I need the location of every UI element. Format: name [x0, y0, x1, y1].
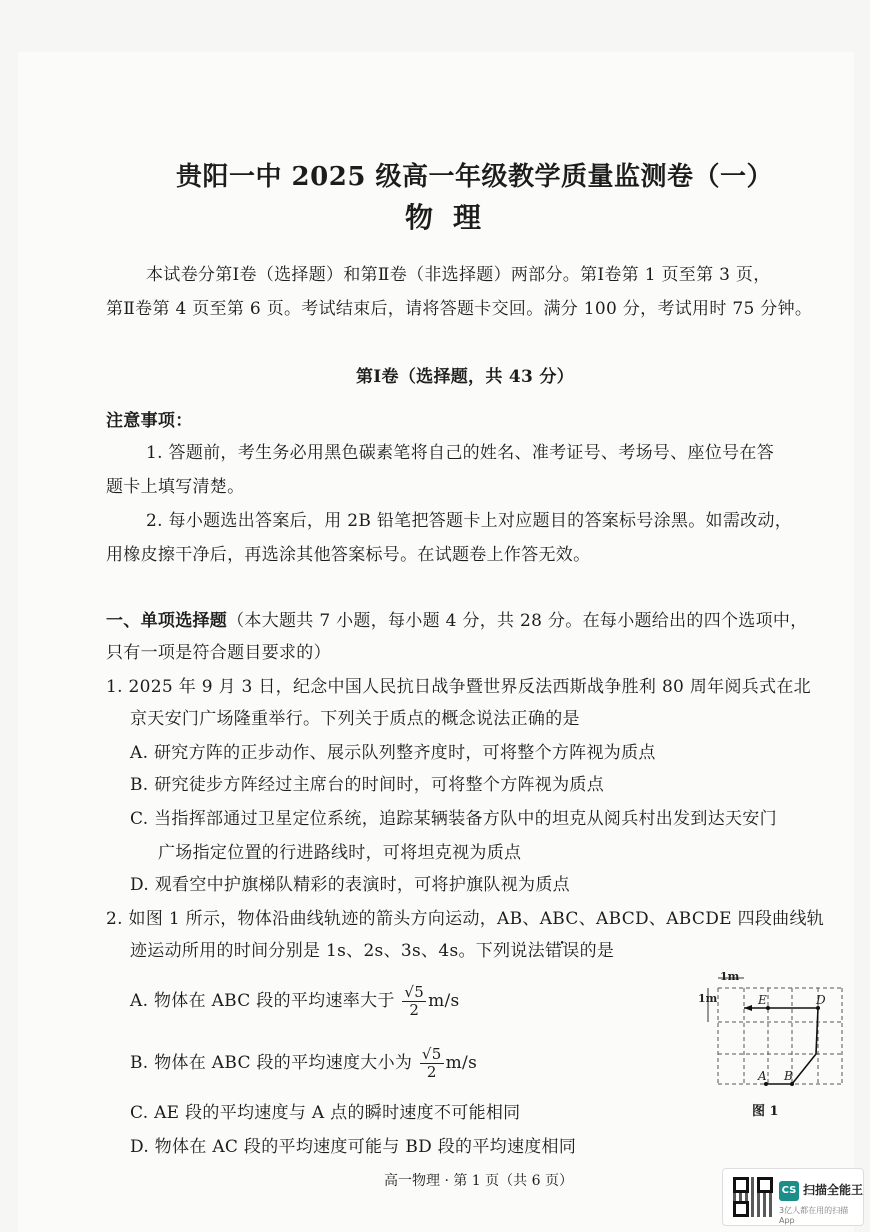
- q2-stem-pre: 迹运动所用的时间分别是 1s、2s、3s、4s。下列说法: [130, 941, 545, 961]
- qr-finder-icon: [733, 1177, 749, 1193]
- intro-line-2: 第Ⅱ卷第 4 页至第 6 页。考试结束后，请将答题卡交回。满分 100 分，考试用时 75 分钟。: [106, 299, 813, 319]
- subject-title: 物理: [405, 201, 502, 234]
- q1-option-c-line-2: 广场指定位置的行进路线时，可将坦克视为质点: [158, 843, 522, 863]
- note-1-line-1: 1. 答题前，考生务必用黑色碳素笔将自己的姓名、准考证号、考场号、座位号在答: [146, 443, 775, 463]
- notes-title: 注意事项：: [106, 411, 193, 431]
- figure-label-left: 1m: [698, 992, 718, 1005]
- fraction-numerator: √5: [421, 1045, 442, 1063]
- exam-title: 贵阳一中 2025 级高一年级教学质量监测卷（一）: [176, 162, 773, 192]
- scanner-watermark-badge: [722, 1168, 864, 1226]
- note-2-line-2: 用橡皮擦干净后，再选涂其他答案标号。在试题卷上作答无效。: [106, 545, 591, 565]
- qr-finder-icon: [757, 1177, 773, 1193]
- q1-stem-line-1: 1. 2025 年 9 月 3 日，纪念中国人民抗日战争暨世界反法西斯战争胜利 80 周年阅兵式在北: [106, 677, 811, 697]
- fraction-denominator: 2: [409, 1001, 420, 1019]
- q2-stem-line-2: [130, 934, 614, 968]
- page-footer: 高一物理 · 第 1 页（共 6 页）: [384, 1173, 573, 1189]
- fraction-numerator: √5: [404, 983, 425, 1001]
- intro-line-1: 本试卷分第Ⅰ卷（选择题）和第Ⅱ卷（非选择题）两部分。第Ⅰ卷第 1 页至第 3 页，: [146, 265, 771, 285]
- q2-option-a-unit: m/s: [428, 991, 460, 1011]
- q2-option-a: [130, 984, 460, 1019]
- section-1-title: 一、单项选择题: [106, 611, 228, 631]
- note-1-line-2: 题卡上填写清楚。: [106, 477, 245, 497]
- q1-option-a: A. 研究方阵的正步动作、展示队列整齐度时，可将整个方阵视为质点: [130, 743, 656, 763]
- section-1-heading: [106, 604, 808, 638]
- figure-point-e: E: [758, 993, 767, 1007]
- q2-option-a-text: A. 物体在 ABC 段的平均速率大于: [130, 991, 395, 1011]
- qr-finder-icon: [733, 1201, 749, 1217]
- scanner-app-name: 扫描全能王: [803, 1183, 864, 1197]
- q2-option-b-unit: m/s: [445, 1053, 478, 1073]
- q2-option-b: [130, 1046, 477, 1081]
- fraction-denominator: 2: [426, 1063, 437, 1081]
- fraction-sqrt5-over-2: [420, 1046, 444, 1081]
- figure-point-a: A: [758, 1069, 767, 1083]
- figure-point-b: B: [784, 1069, 793, 1083]
- part1-heading: 第Ⅰ卷（选择题，共 43 分）: [356, 367, 574, 387]
- note-2-line-1: 2. 每小题选出答案后，用 2B 铅笔把答题卡上对应题目的答案标号涂黑。如需改动，: [146, 511, 793, 531]
- figure-label-top: 1m: [720, 970, 740, 983]
- q2-stem-line-1: 2. 如图 1 所示，物体沿曲线轨迹的箭头方向运动，AB、ABC、ABCD、ABCDE 四段曲线轨: [106, 909, 825, 929]
- figure-1-caption: 图 1: [752, 1104, 779, 1119]
- q2-emphasis-wrong: 错误: [544, 941, 580, 961]
- q2-stem-post: 的是: [579, 941, 615, 961]
- q2-option-c: C. AE 段的平均速度与 A 点的瞬时速度不可能相同: [130, 1103, 521, 1123]
- camscanner-logo-icon: CS: [779, 1181, 799, 1201]
- q1-option-b: B. 研究徒步方阵经过主席台的时间时，可将整个方阵视为质点: [130, 775, 604, 795]
- section-1-desc: （本大题共 7 小题，每小题 4 分，共 28 分。在每小题给出的四个选项中，: [227, 611, 808, 631]
- q1-option-d: D. 观看空中护旗梯队精彩的表演时，可将护旗队视为质点: [130, 875, 570, 895]
- q1-option-c-line-1: C. 当指挥部通过卫星定位系统，追踪某辆装备方队中的坦克从阅兵村出发到达天安门: [130, 809, 777, 829]
- section-1-heading-line-2: 只有一项是符合题目要求的）: [106, 643, 331, 663]
- q2-option-b-text: B. 物体在 ABC 段的平均速度大小为: [130, 1053, 413, 1073]
- figure-point-d: D: [816, 993, 826, 1007]
- scanner-tagline: 3亿人都在用的扫描App: [779, 1206, 849, 1225]
- fraction-sqrt5-over-2: [402, 984, 426, 1019]
- figure-1-grid-diagram: [696, 966, 848, 1098]
- q2-option-d: D. 物体在 AC 段的平均速度可能与 BD 段的平均速度相同: [130, 1137, 577, 1157]
- q1-stem-line-2: 京天安门广场隆重举行。下列关于质点的概念说法正确的是: [130, 709, 580, 729]
